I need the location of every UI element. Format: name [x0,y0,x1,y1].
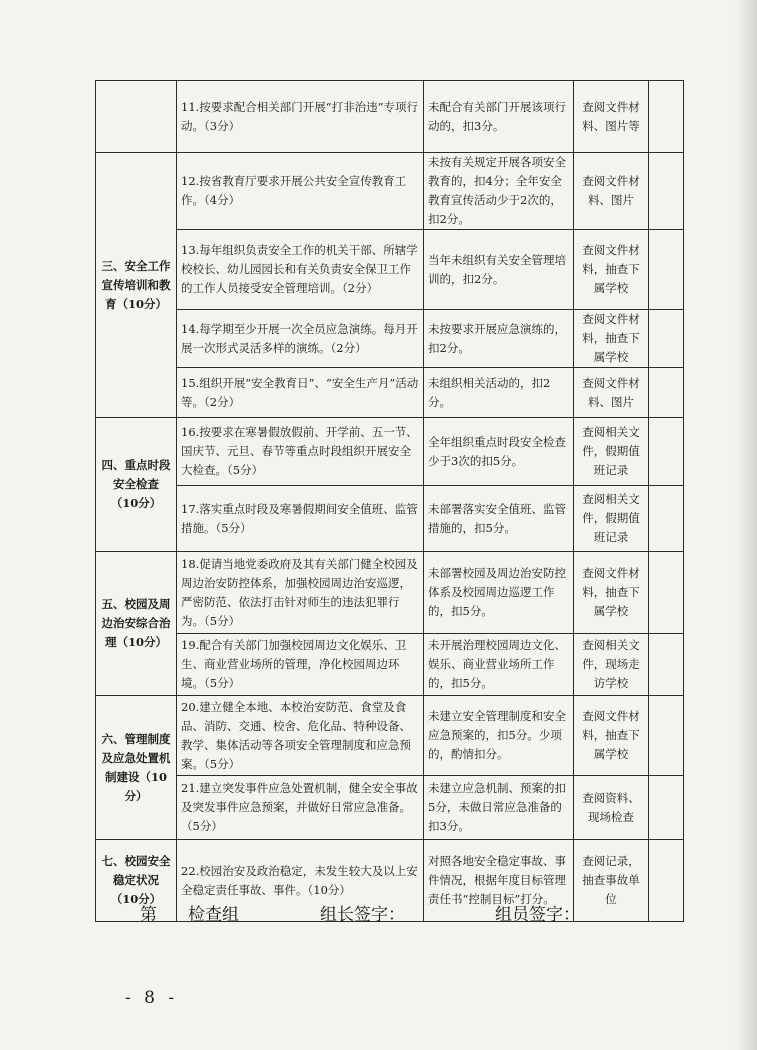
score-cell [649,776,684,840]
signature-prefix: 第 [140,905,157,925]
item-cell: 12.按省教育厅要求开展公共安全宣传教育工作。（4分） [177,153,424,230]
table-row [96,368,684,418]
leader-signature-label: 组长签字： [320,905,405,925]
assessment-table [95,80,684,922]
score-cell [649,552,684,634]
deduction-cell: 未建立应急机制、预案的扣5分，未做日常应急准备的扣3分。 [424,776,574,840]
deduction-cell: 未建立安全管理制度和安全应急预案的，扣5分。少项的，酌情扣分。 [424,696,574,776]
score-cell [649,486,684,552]
deduction-cell: 未部署落实安全值班、监管措施的，扣5分。 [424,486,574,552]
item-cell: 13.每年组织负责安全工作的机关干部、所辖学校校长、幼儿园园长和有关负责安全保卫工作的工作人员接受安全管理培训。（2分） [177,230,424,310]
score-cell [649,153,684,230]
item-cell: 14.每学期至少开展一次全员应急演练。每月开展一次形式灵活多样的演练。（2分） [177,310,424,368]
method-cell: 查阅文件材料、图片 [574,368,649,418]
method-cell: 查阅文件材料、图片 [574,153,649,230]
table-row [96,634,684,696]
item-cell: 20.建立健全本地、本校治安防范、食堂及食品、消防、交通、校舍、危化品、特种设备、教学、集体活动等各项安全管理制度和应急预案。（5分） [177,696,424,776]
category-cell: 五、校园及周边治安综合治理（10分） [96,552,177,696]
score-cell [649,634,684,696]
method-cell: 查阅记录，抽查事故单位 [574,840,649,922]
deduction-cell: 对照各地安全稳定事故、事件情况，根据年度目标管理责任书“控制目标”打分。 [424,840,574,922]
signature-line [140,902,700,928]
item-cell: 22.校园治安及政治稳定，未发生较大及以上安全稳定责任事故、事件。（10分） [177,840,424,922]
method-cell: 查阅文件材料、图片等 [574,81,649,153]
score-cell [649,696,684,776]
method-cell: 查阅文件材料，抽查下属学校 [574,310,649,368]
table-row [96,696,684,776]
item-cell: 16.按要求在寒暑假放假前、开学前、五一节、国庆节、元旦、春节等重点时段组织开展安全大检查。（5分） [177,418,424,486]
member-signature-label: 组员签字： [495,905,580,925]
method-cell: 查阅文件材料，抽查下属学校 [574,696,649,776]
item-cell: 15.组织开展“安全教育日”、“安全生产月”活动等。（2分） [177,368,424,418]
item-cell: 18.促请当地党委政府及其有关部门健全校园及周边治安防控体系，加强校园周边治安巡逻，严密防范、依法打击针对师生的违法犯罪行为。（5分） [177,552,424,634]
page-edge-shadow [735,0,757,1050]
method-cell: 查阅文件材料，抽查下属学校 [574,230,649,310]
table-row [96,230,684,310]
deduction-cell: 未配合有关部门开展该项行动的，扣3分。 [424,81,574,153]
table-row [96,81,684,153]
deduction-cell: 未组织相关活动的，扣2分。 [424,368,574,418]
score-cell [649,81,684,153]
deduction-cell: 当年未组织有关安全管理培训的，扣2分。 [424,230,574,310]
category-cell: 三、安全工作宣传培训和教育（10分） [96,153,177,418]
category-cell: 四、重点时段安全检查（10分） [96,418,177,552]
item-cell: 17.落实重点时段及寒暑假期间安全值班、监管措施。（5分） [177,486,424,552]
method-cell: 查阅资料、现场检查 [574,776,649,840]
deduction-cell: 未部署校园及周边治安防控体系及校园周边巡逻工作的，扣5分。 [424,552,574,634]
category-cell: 七、校园安全稳定状况（10分） [96,840,177,922]
category-cell: 六、管理制度及应急处置机制建设（10分） [96,696,177,840]
deduction-cell: 全年组织重点时段安全检查少于3次的扣5分。 [424,418,574,486]
table-row [96,418,684,486]
item-cell: 21.建立突发事件应急处置机制，健全安全事故及突发事件应急预案，并做好日常应急准备。（5分） [177,776,424,840]
method-cell: 查阅相关文件，现场走访学校 [574,634,649,696]
method-cell: 查阅相关文件，假期值班记录 [574,418,649,486]
method-cell: 查阅相关文件，假期值班记录 [574,486,649,552]
category-cell-empty [96,81,177,153]
method-cell: 查阅文件材料，抽查下属学校 [574,552,649,634]
page-number: - 8 - [125,988,179,1008]
deduction-cell: 未按有关规定开展各项安全教育的，扣4分；全年安全教育宣传活动少于2次的，扣2分。 [424,153,574,230]
score-cell [649,418,684,486]
table-row [96,153,684,230]
deduction-cell: 未开展治理校园周边文化、娱乐、商业营业场所工作的，扣5分。 [424,634,574,696]
item-cell: 11.按要求配合相关部门开展“打非治违”专项行动。（3分） [177,81,424,153]
table-row [96,486,684,552]
score-cell [649,230,684,310]
deduction-cell: 未按要求开展应急演练的，扣2分。 [424,310,574,368]
inspection-group-label: 检查组 [188,905,239,925]
table-row [96,552,684,634]
score-cell [649,310,684,368]
item-cell: 19.配合有关部门加强校园周边文化娱乐、卫生、商业营业场所的管理，净化校园周边环境。（5分） [177,634,424,696]
score-cell [649,368,684,418]
table-row [96,310,684,368]
table-row [96,776,684,840]
